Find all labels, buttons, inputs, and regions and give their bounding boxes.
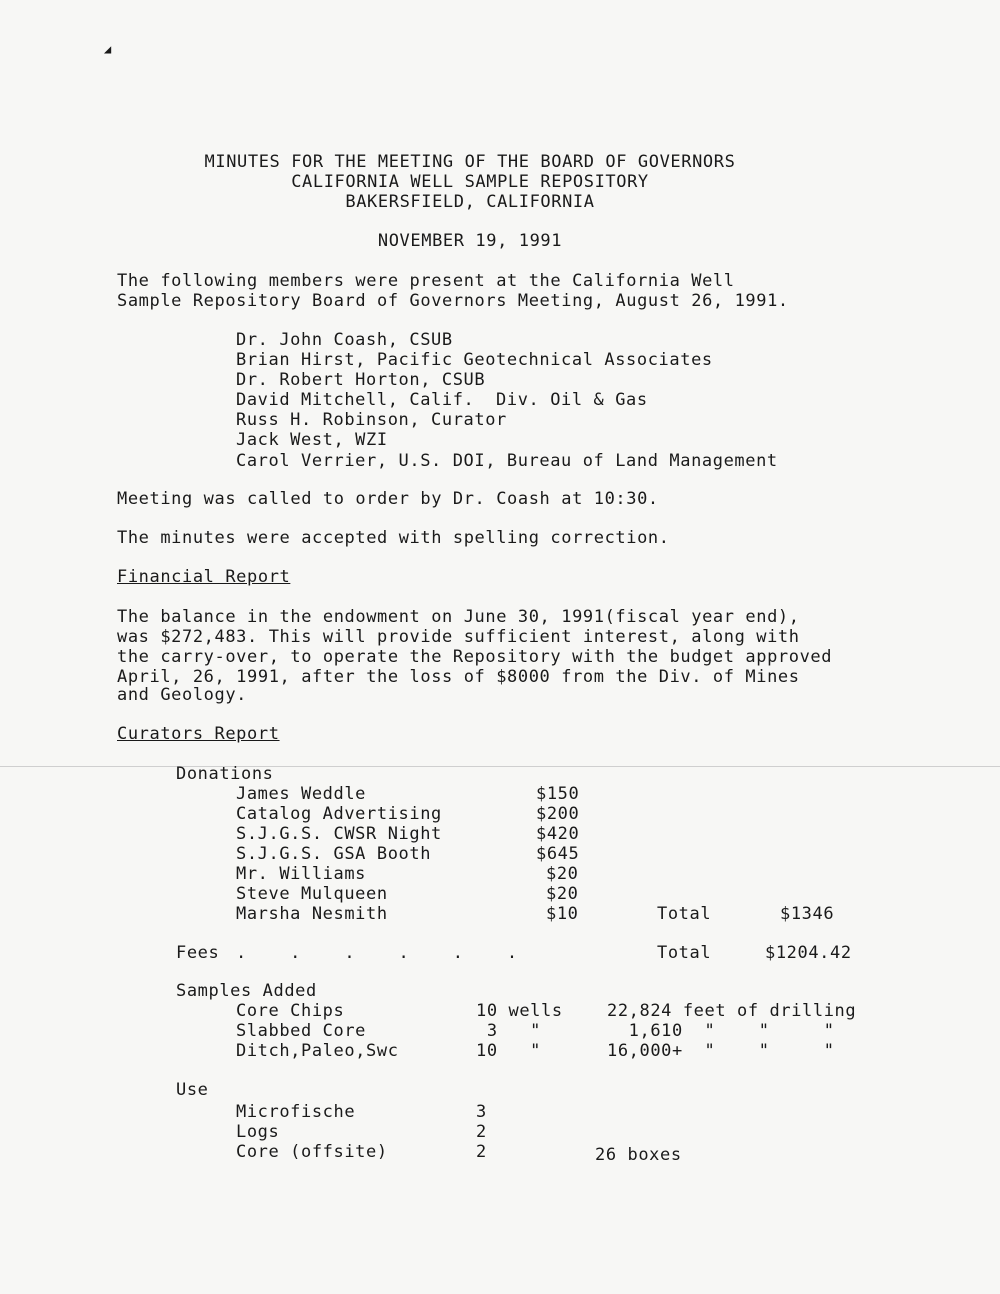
donation-name: James Weddle [236,784,367,804]
use-item: Core (offsite) [236,1142,388,1162]
use-item: Microfische [236,1102,356,1122]
member-item: Jack West, WZI [236,430,388,450]
financial-heading: Financial Report [117,567,291,587]
use-item: Logs [236,1122,280,1142]
sample-type: Ditch,Paleo,Swc [236,1041,399,1061]
sample-footage: 22,824 feet of drilling [607,1001,857,1021]
title-line-1: MINUTES FOR THE MEETING OF THE BOARD OF GOVERNORS [204,152,736,172]
curators-heading: Curators Report [117,724,280,744]
member-item: Carol Verrier, U.S. DOI, Bureau of Land Management [236,451,778,471]
donations-label: Donations [176,764,274,784]
use-count: 2 [476,1142,487,1162]
financial-text-line: April, 26, 1991, after the loss of $8000 from the Div. of Mines [117,667,800,687]
donation-name: Steve Mulqueen [236,884,388,904]
use-count: 2 [476,1122,487,1142]
meeting-date: NOVEMBER 19, 1991 [377,231,563,251]
sample-type: Slabbed Core [236,1021,367,1041]
sample-type: Core Chips [236,1001,345,1021]
fees-total-label: Total [657,943,712,963]
fees-label: Fees [176,943,220,963]
samples-label: Samples Added [176,981,317,1001]
member-item: David Mitchell, Calif. Div. Oil & Gas [236,390,648,410]
sample-footage: 16,000+ " " " [607,1041,835,1061]
member-item: Russ H. Robinson, Curator [236,410,507,430]
scan-mark: ◢ [104,42,112,56]
donations-total: $1346 [780,904,835,924]
donation-amount: $20 [546,864,579,884]
fold-line [0,766,1000,767]
donation-amount: $420 [536,824,580,844]
sample-footage: 1,610 " " " [607,1021,835,1041]
sample-count: 10 " [476,1041,542,1061]
donation-amount: $200 [536,804,580,824]
title-line-3: BAKERSFIELD, CALIFORNIA [345,192,595,212]
intro-line: Sample Repository Board of Governors Meeting, August 26, 1991. [117,291,789,311]
fees-total: $1204.42 [765,943,852,963]
donations-total-label: Total [657,904,712,924]
member-item: Dr. John Coash, CSUB [236,330,453,350]
minutes-accepted: The minutes were accepted with spelling correction. [117,528,670,548]
title-line-2: CALIFORNIA WELL SAMPLE REPOSITORY [291,172,649,192]
intro-line: The following members were present at the California Well [117,271,735,291]
donation-name: S.J.G.S. GSA Booth [236,844,432,864]
financial-text-line: The balance in the endowment on June 30, 1991(fiscal year end), [117,607,800,627]
financial-text-line: and Geology. [117,685,248,705]
fees-dots: . . . . . . [236,943,518,963]
donation-amount: $10 [546,904,579,924]
call-to-order: Meeting was called to order by Dr. Coash at 10:30. [117,489,659,509]
sample-count: 3 " [476,1021,542,1041]
use-label: Use [176,1080,209,1100]
financial-text-line: the carry-over, to operate the Repository with the budget approved [117,647,833,667]
donation-name: Mr. Williams [236,864,367,884]
member-item: Brian Hirst, Pacific Geotechnical Associates [236,350,713,370]
donation-name: S.J.G.S. CWSR Night [236,824,442,844]
donation-amount: $645 [536,844,580,864]
donation-name: Marsha Nesmith [236,904,388,924]
member-item: Dr. Robert Horton, CSUB [236,370,486,390]
sample-count: 10 wells [476,1001,563,1021]
donation-name: Catalog Advertising [236,804,442,824]
donation-amount: $20 [546,884,579,904]
donation-amount: $150 [536,784,580,804]
use-note: 26 boxes [595,1145,682,1165]
use-count: 3 [476,1102,487,1122]
financial-text-line: was $272,483. This will provide sufficient interest, along with [117,627,800,647]
